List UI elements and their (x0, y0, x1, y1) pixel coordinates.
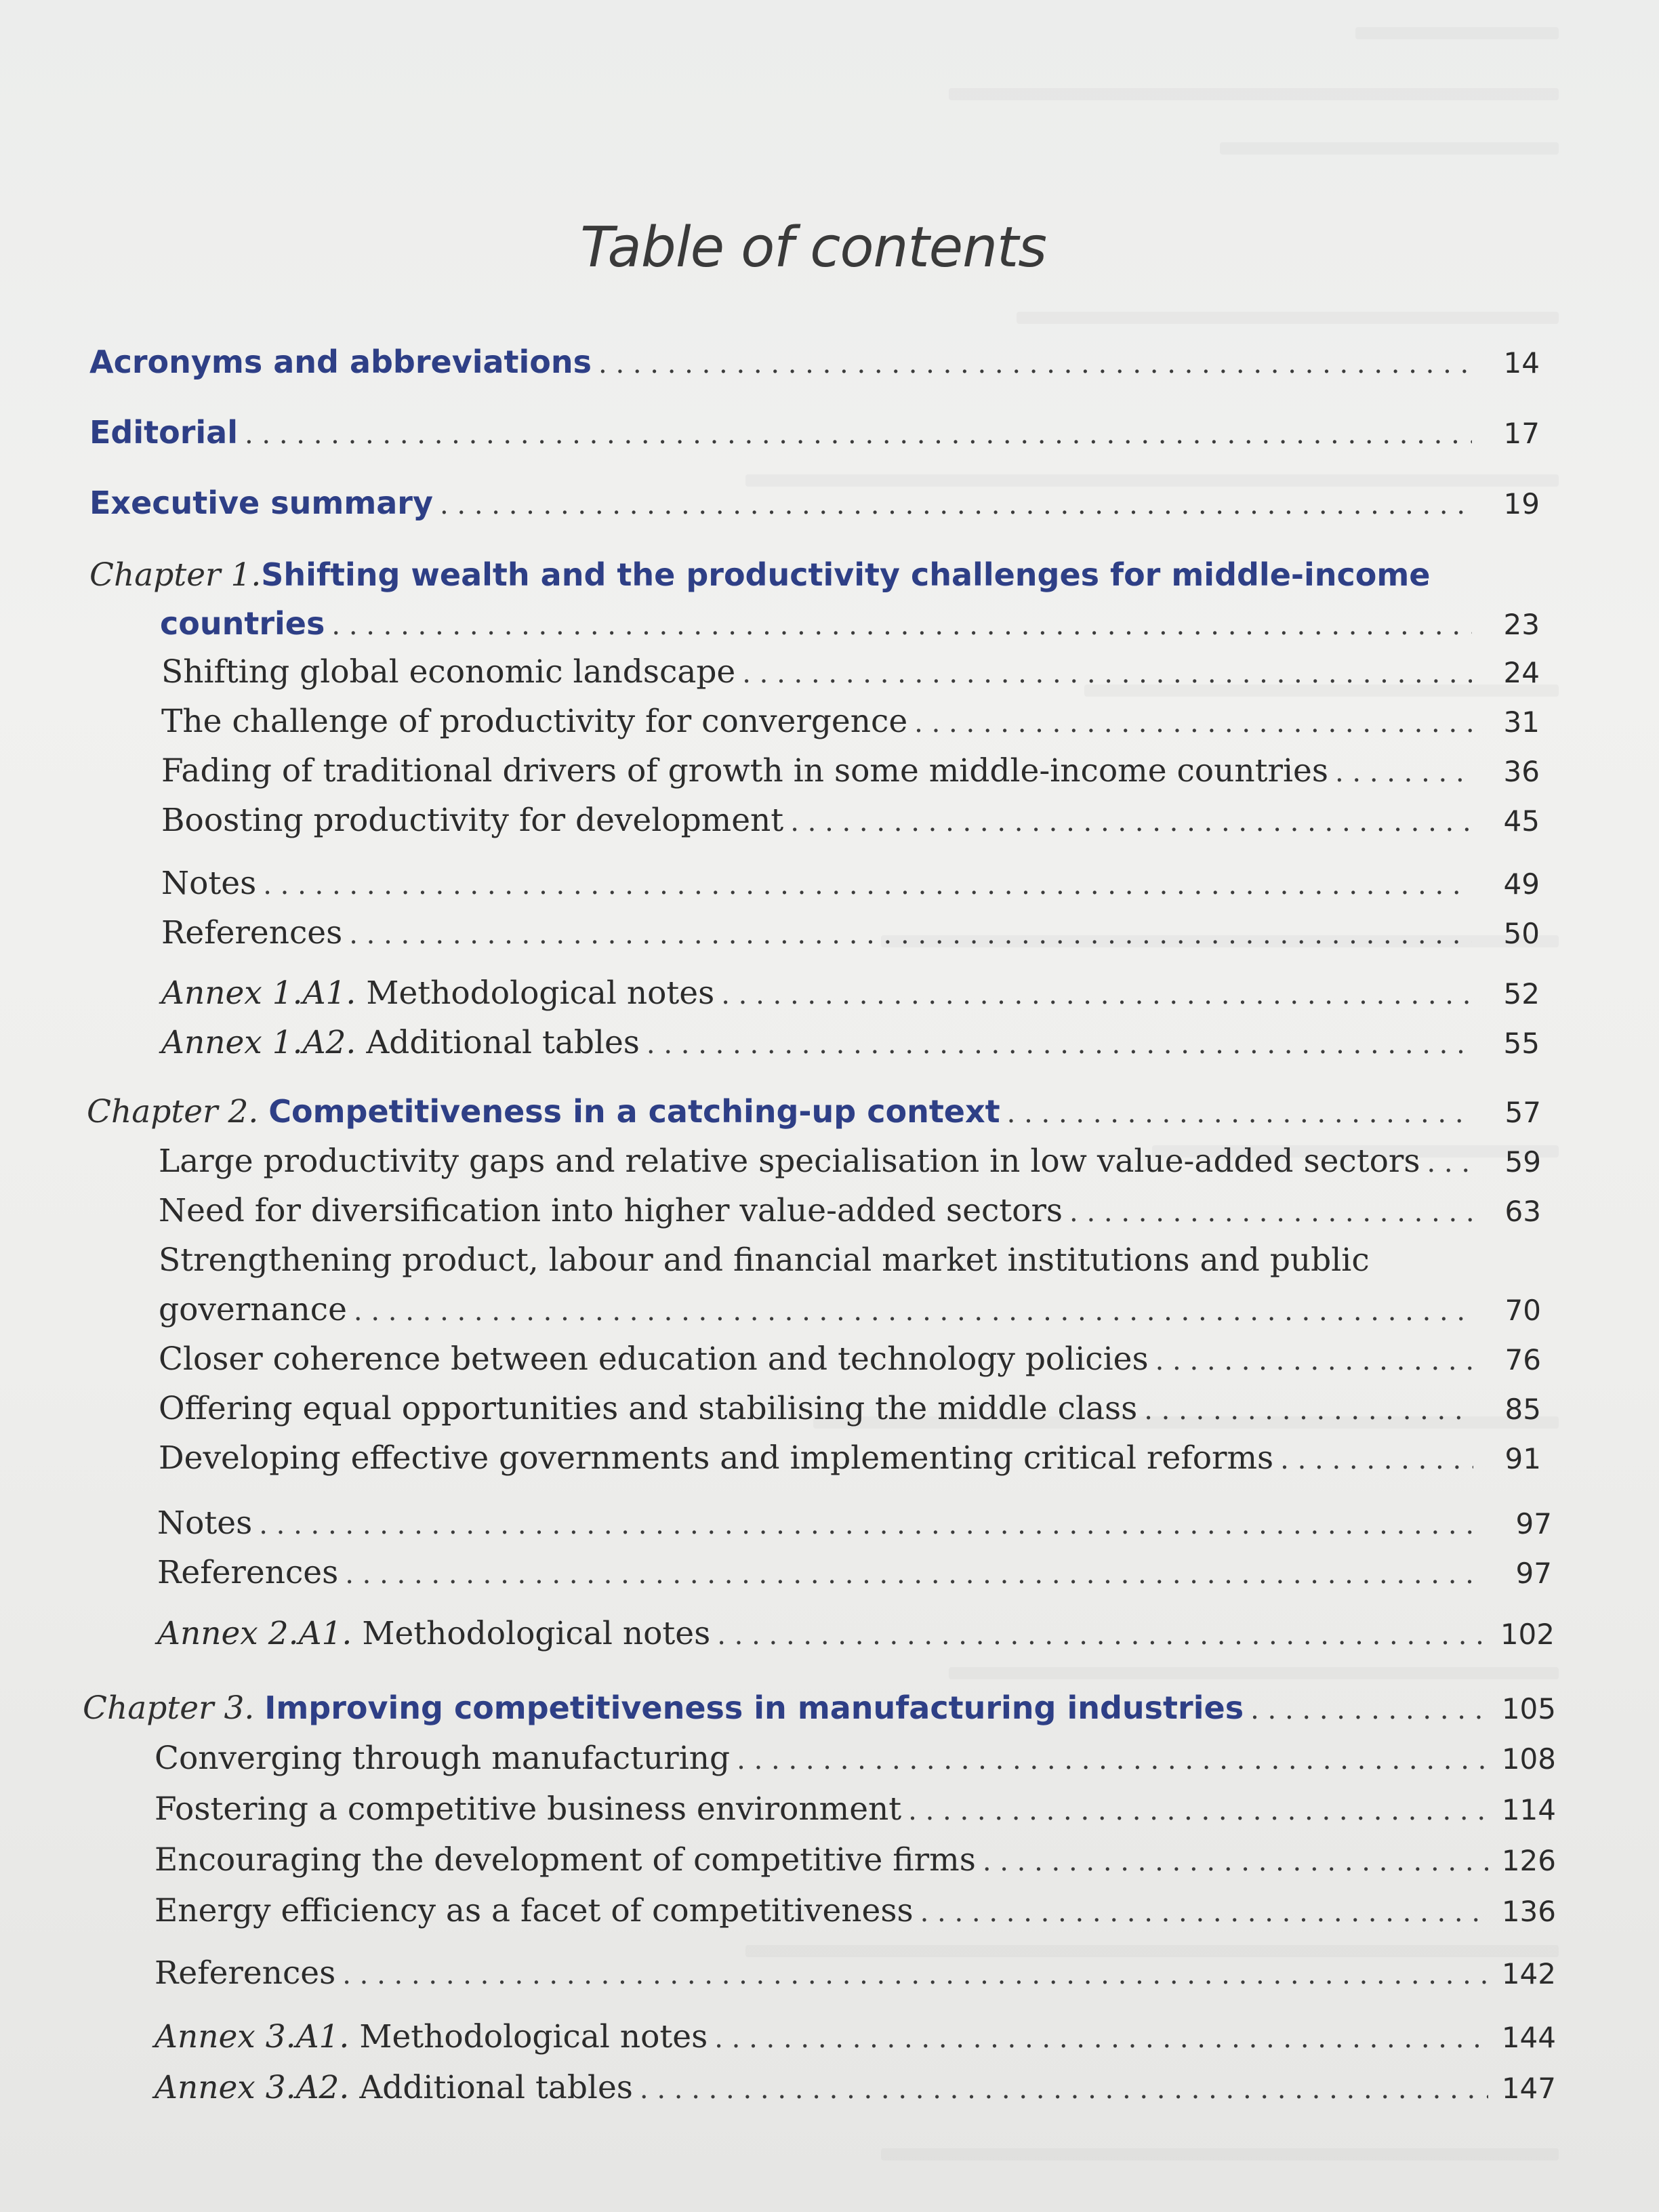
annex-prefix: Annex 1.A1. (161, 975, 356, 1012)
toc-entry-label: Executive summary (89, 485, 433, 521)
toc-entry-label: Boosting productivity for development (161, 802, 784, 839)
chapter-prefix: Chapter 3. (83, 1689, 265, 1727)
leader-dots (354, 1292, 1473, 1330)
leader-dots (983, 1843, 1488, 1881)
leader-dots (908, 1792, 1488, 1830)
page-number: 142 (1501, 1957, 1556, 1990)
leader-dots (1280, 1441, 1473, 1479)
toc-entry-label: References (157, 1554, 339, 1591)
page-number: 23 (1503, 608, 1540, 641)
toc-entry[interactable] (155, 1790, 1556, 1830)
leader-dots (331, 607, 1472, 644)
toc-entry-executive-summary[interactable] (89, 484, 1540, 524)
leader-dots (342, 1956, 1488, 1994)
page-number: 31 (1503, 705, 1540, 739)
page-number: 144 (1501, 2021, 1556, 2054)
leader-dots (717, 1616, 1487, 1654)
page-number: 14 (1503, 346, 1540, 380)
toc-entry-label: Fostering a competitive business environment (155, 1790, 902, 1828)
toc-chapter-3-heading[interactable] (83, 1689, 1556, 1729)
toc-entry-label: Energy efficiency as a facet of competitiveness (155, 1892, 914, 1929)
toc-entry-label: References (161, 914, 343, 951)
leader-dots (1427, 1144, 1473, 1182)
page-number: 85 (1504, 1393, 1541, 1426)
chapter-prefix: Chapter 2. (87, 1093, 269, 1130)
page-number: 52 (1503, 977, 1540, 1010)
toc-chapter-2-heading[interactable] (87, 1092, 1541, 1132)
page-number: 97 (1515, 1557, 1552, 1590)
toc-entry[interactable] (159, 1242, 1541, 1279)
toc-entry[interactable] (155, 1841, 1556, 1881)
page-number: 114 (1501, 1793, 1556, 1826)
leader-dots (1335, 754, 1472, 792)
toc-entry-notes[interactable] (157, 1504, 1552, 1544)
toc-entry-label: Notes (157, 1504, 253, 1542)
leader-dots (920, 1893, 1488, 1931)
toc-entry-references[interactable] (161, 914, 1540, 954)
toc-entry-label: The challenge of productivity for convergence (161, 703, 908, 740)
page-number: 105 (1501, 1692, 1556, 1725)
toc-entry-label: Notes (161, 865, 257, 902)
toc-entry[interactable] (159, 1340, 1541, 1380)
page-number: 55 (1503, 1027, 1540, 1060)
leader-dots (737, 1741, 1488, 1779)
toc-entry[interactable] (159, 1192, 1541, 1231)
leader-dots (1155, 1342, 1473, 1380)
toc-entry-label: Converging through manufacturing (155, 1740, 731, 1777)
leader-dots (742, 655, 1472, 693)
chapter-title-cont: countries (160, 605, 325, 642)
leader-dots (440, 486, 1472, 524)
toc-entry[interactable] (155, 1892, 1556, 1931)
annex-prefix: Annex 3.A2. (155, 2069, 350, 2106)
chapter-title: Competitiveness in a catching-up context (268, 1093, 1000, 1130)
toc-entry-references[interactable] (155, 1954, 1556, 1994)
leader-dots (914, 704, 1472, 742)
leader-dots (1007, 1094, 1473, 1132)
toc-entry-label: Additional tables (356, 1024, 640, 1061)
toc-entry-references[interactable] (157, 1554, 1552, 1593)
toc-entry-label: Encouraging the development of competitive firms (155, 1841, 976, 1879)
annex-prefix: Annex 3.A1. (155, 2018, 350, 2055)
toc-entry-annex[interactable] (161, 1024, 1540, 1063)
page-number: 19 (1503, 487, 1540, 520)
toc-entry[interactable] (159, 1439, 1541, 1479)
page-number: 76 (1504, 1343, 1541, 1376)
page-number: 17 (1503, 417, 1540, 450)
chapter-title: Improving competitiveness in manufacturing industries (264, 1689, 1244, 1726)
toc-entry-editorial[interactable] (89, 413, 1540, 453)
toc-entry[interactable] (161, 752, 1540, 792)
toc-entry[interactable] (159, 1390, 1541, 1429)
toc-entry-label: Fading of traditional drivers of growth in some middle-income countries (161, 752, 1328, 790)
toc-entry[interactable] (159, 1143, 1541, 1182)
toc-entry-label: Closer coherence between education and technology policies (159, 1340, 1149, 1378)
toc-chapter-1-heading-cont[interactable] (160, 605, 1540, 644)
toc-entry-label: References (155, 1954, 336, 1992)
leader-dots (349, 916, 1472, 954)
page-number: 57 (1504, 1096, 1541, 1129)
page-number: 59 (1504, 1145, 1541, 1179)
page-number: 36 (1503, 755, 1540, 788)
toc-chapter-1-heading[interactable] (89, 556, 1540, 594)
toc-entry-acronyms[interactable] (89, 343, 1540, 383)
toc-entry-label: Editorial (89, 414, 238, 451)
toc-entry-cont[interactable] (159, 1291, 1541, 1330)
leader-dots (259, 1506, 1484, 1544)
leader-dots (245, 415, 1472, 453)
toc-entry-label: Methodological notes (356, 975, 715, 1012)
toc-entry-annex[interactable] (155, 2018, 1556, 2057)
page-number: 108 (1501, 1742, 1556, 1776)
toc-entry-annex[interactable] (157, 1615, 1555, 1654)
toc-entry-label: Shifting global economic landscape (161, 653, 736, 691)
toc-entry-label: Strengthening product, labour and financial market institutions and public (159, 1242, 1370, 1279)
toc-entry-annex[interactable] (155, 2069, 1556, 2108)
toc-entry-label: Offering equal opportunities and stabilising the middle class (159, 1390, 1138, 1427)
page-number: 147 (1501, 2072, 1556, 2105)
leader-dots (345, 1555, 1484, 1593)
toc-entry[interactable] (161, 653, 1540, 693)
page-number: 45 (1503, 804, 1540, 838)
leader-dots (1069, 1193, 1473, 1231)
leader-dots (790, 803, 1472, 841)
leader-dots (640, 2070, 1488, 2108)
page-number: 102 (1500, 1618, 1555, 1651)
leader-dots (714, 2020, 1488, 2057)
page-number: 136 (1501, 1895, 1556, 1928)
chapter-title: Shifting wealth and the productivity challenges for middle-income (261, 556, 1431, 593)
page-number: 49 (1503, 867, 1540, 901)
page-title: Table of contents (580, 216, 1046, 280)
leader-dots (263, 866, 1472, 904)
page-number: 91 (1504, 1442, 1541, 1475)
toc-entry[interactable] (161, 703, 1540, 742)
page-number: 126 (1501, 1844, 1556, 1877)
chapter-prefix: Chapter 1. (89, 556, 262, 594)
toc-entry-annex[interactable] (161, 975, 1540, 1014)
toc-entry[interactable] (161, 802, 1540, 841)
toc-entry-label: Large productivity gaps and relative specialisation in low value-added sectors (159, 1143, 1420, 1180)
annex-prefix: Annex 2.A1. (157, 1615, 352, 1652)
toc-entry-label: Acronyms and abbreviations (89, 344, 592, 380)
toc-entry-label: Developing effective governments and implementing critical reforms (159, 1439, 1274, 1477)
page-number: 97 (1515, 1507, 1552, 1540)
leader-dots (1250, 1691, 1488, 1729)
toc-entry-label: Need for diversification into higher value-added sectors (159, 1192, 1063, 1229)
toc-entry-notes[interactable] (161, 865, 1540, 904)
leader-dots (1144, 1391, 1473, 1429)
toc-entry[interactable] (155, 1740, 1556, 1779)
leader-dots (647, 1025, 1472, 1063)
leader-dots (598, 345, 1472, 383)
page-number: 24 (1503, 656, 1540, 689)
page-number: 50 (1503, 917, 1540, 950)
toc-entry-label: Additional tables (349, 2069, 633, 2106)
page-number: 70 (1504, 1294, 1541, 1327)
toc-entry-label-cont: governance (159, 1291, 347, 1328)
page-number: 63 (1504, 1195, 1541, 1228)
toc-entry-label: Methodological notes (349, 2018, 708, 2055)
leader-dots (721, 976, 1472, 1014)
annex-prefix: Annex 1.A2. (161, 1024, 356, 1061)
toc-entry-label: Methodological notes (352, 1615, 711, 1652)
